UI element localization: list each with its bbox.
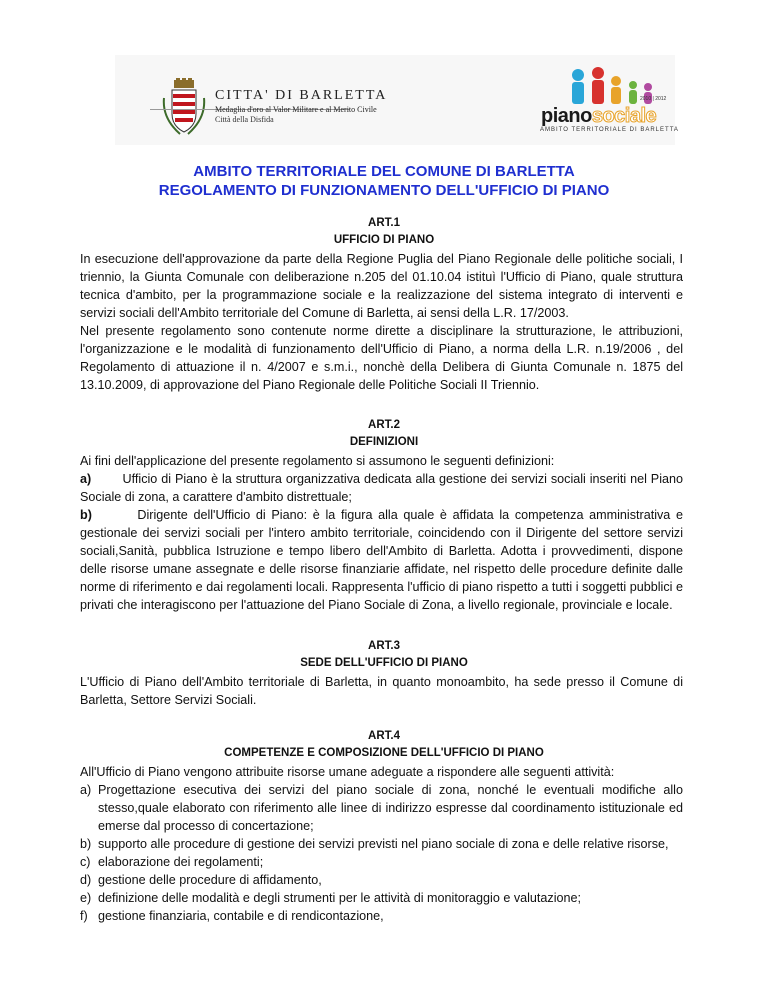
logo-subtitle: AMBITO TERRITORIALE DI BARLETTA xyxy=(540,127,679,133)
art2-title: DEFINIZIONI xyxy=(349,436,419,448)
art2-intro: Ai fini dell'applicazione del presente regolamento si assumono le seguenti definizioni: xyxy=(80,454,555,468)
list-item: e) definizione delle modalità e degli strumenti per le attività di monitoraggio e valutazione; xyxy=(80,891,582,905)
list-item: f) gestione finanziaria, contabile e di rendicontazione, xyxy=(80,909,384,923)
logo-word-piano: piano xyxy=(541,105,592,127)
art3-title: SEDE DELL'UFFICIO DI PIANO xyxy=(300,657,468,669)
piano-sociale-logo xyxy=(541,105,656,128)
art4-title: COMPETENZE E COMPOSIZIONE DELL'UFFICIO DI PIANO xyxy=(224,747,544,759)
disfida-caption: Città della Disfida xyxy=(215,115,274,124)
document-title-line1: AMBITO TERRITORIALE DEL COMUNE DI BARLETTA xyxy=(193,163,575,180)
art3-body: L'Ufficio di Piano dell'Ambito territoriale di Barletta, in quanto monoambito, ha sede presso il Comune di Barletta, Settore Servizi Sociali. xyxy=(80,675,683,707)
art1-paragraph-2: Nel presente regolamento sono contenute norme dirette a disciplinare la strutturazione, le attribuzioni, l'organizzazione e le modalità di funzionamento dell'Ufficio di Piano, a norma della L.R. n.19/2006 , del Regolamento di attuazione il n. 4/2007 e s.m.i., nonchè della Delibera di Giunta Comunale n. 1875 del 13.10.2009, di approvazione del Piano Regionale delle Politiche Sociali II Triennio. xyxy=(80,324,683,392)
city-name: CITTA' DI BARLETTA xyxy=(215,88,388,103)
list-item: d) gestione delle procedure di affidamento, xyxy=(80,873,322,887)
art2-definition-a xyxy=(80,470,683,506)
art1-number: ART.1 xyxy=(368,217,400,229)
art2-definition-b xyxy=(80,506,683,614)
art1-paragraph-1: In esecuzione dell'approvazione da parte della Regione Puglia del Piano Regionale delle politiche sociali, I triennio, la Giunta Comunale con deliberazione n.205 del 01.10.04 istituì l'Ufficio di Piano, quale struttura tecnica d'ambito, per la programmazione sociale e la realizzazione del sistema integrato di interventi e servizi sociali dell'Ambito territoriale del Comune di Barletta, ai sensi della L.R. 17/2003. xyxy=(80,252,683,320)
logo-dates: 2010 | 2012 xyxy=(640,96,667,102)
art2-body xyxy=(80,452,683,614)
art4-activity-list xyxy=(80,781,683,925)
art4-number: ART.4 xyxy=(368,730,400,742)
list-item: b) supporto alle procedure di gestione dei servizi previsti nel piano sociale di zona e delle relative risorse, xyxy=(80,837,669,851)
art2-a-label: a) xyxy=(80,472,92,486)
art3-number: ART.3 xyxy=(368,640,400,652)
city-heading xyxy=(215,88,387,124)
medal-caption: Medaglia d'oro al Valor Militare e al Merito Civile xyxy=(215,105,377,114)
art1-title: UFFICIO DI PIANO xyxy=(333,234,435,246)
art2-number: ART.2 xyxy=(368,419,400,431)
art2-b-text: Dirigente dell'Ufficio di Piano: è la figura alla quale è affidata la competenza amministrativa e gestionale dei servizi sociali per l'intero ambito territoriale, coincidendo con il Dirigente del settore servizi sociali,Sanità, pubblica Istruzione e tempo libero dell'Ambito di Barletta. Adotta i provvedimenti, dispone delle risorse umane assegnate e delle risorse finanziarie affidate, nel rispetto delle procedure definite dalle norme di riferimento e dai regolamenti locali. Rappresenta l'ufficio di piano rispetto a tutti i soggetti pubblici e privati che interagiscono per l'attuazione del Piano Sociale di Zona, a livello regionale, provinciale e locale. xyxy=(80,508,683,612)
logo-word-sociale: sociale xyxy=(591,105,657,127)
list-item: c) elaborazione dei regolamenti; xyxy=(80,855,264,869)
list-item: a) Progettazione esecutiva dei servizi del piano sociale di zona, nonché le eventuali modifiche allo stesso,quale elaborato con riferimento alle linee di indirizzo espresse dal coordinamento istituzionale ed emerse dal processo di concertazione; xyxy=(80,783,683,833)
city-crest-icon xyxy=(160,78,208,136)
art1-body xyxy=(80,250,683,394)
art4-intro: All'Ufficio di Piano vengono attribuite risorse umane adeguate a rispondere alle seguenti attività: xyxy=(80,765,615,779)
art2-b-label: b) xyxy=(80,508,92,522)
document-title-line2: REGOLAMENTO DI FUNZIONAMENTO DELL'UFFICIO DI PIANO xyxy=(158,182,610,199)
art2-a-text: Ufficio di Piano è la struttura organizzativa dedicata alla gestione dei servizi sociali inseriti nel Piano Sociale di zona, a carattere d'ambito distrettuale; xyxy=(80,472,684,504)
